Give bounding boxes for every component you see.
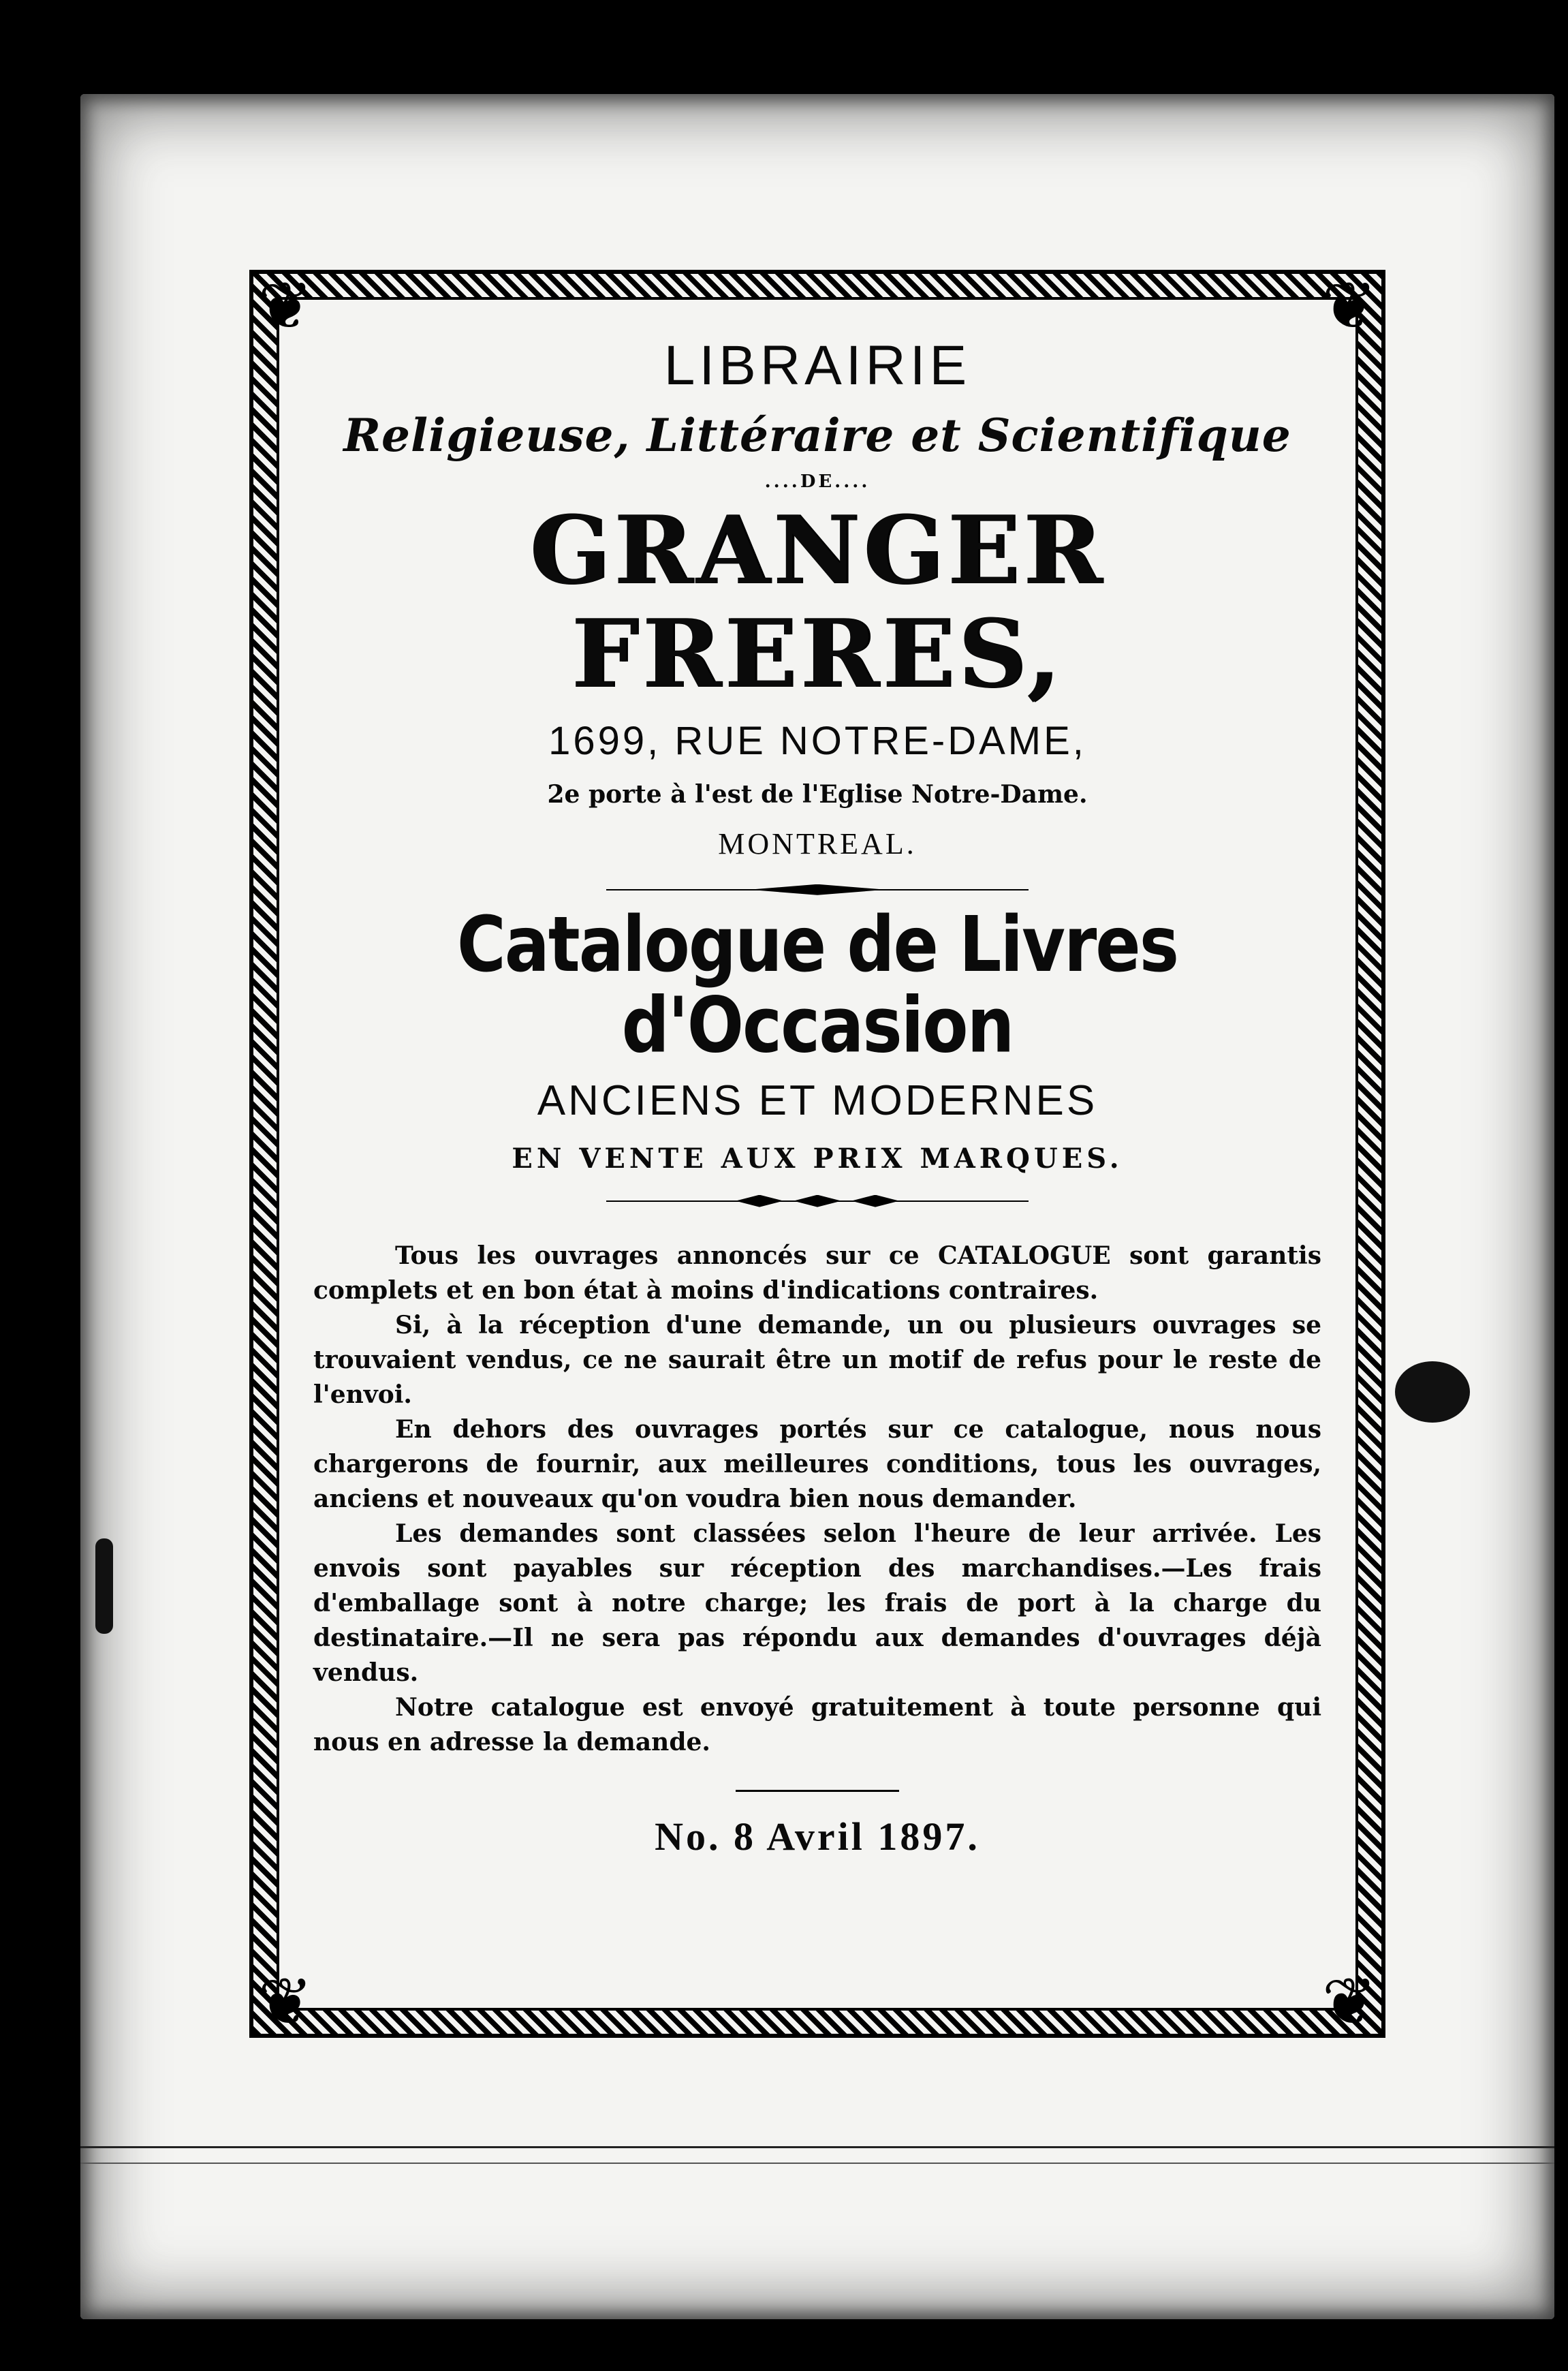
- ink-stain: [1395, 1361, 1470, 1423]
- paragraph: Tous les ouvrages annoncés sur ce CATALOGUE sont garantis complets et en bon état à moins d'indications contraires.: [313, 1241, 1321, 1305]
- catalogue-title: Catalogue de Livres d'Occasion: [456, 900, 1178, 1070]
- heading-subtitle: Religieuse, Littéraire et Scientifique: [343, 409, 1291, 463]
- paragraph: Notre catalogue est envoyé gratuitement à toute personne qui nous en adresse la demande.: [313, 1692, 1321, 1756]
- paragraph: En dehors des ouvrages portés sur ce catalogue, nous nous chargerons de fournir, aux meilleures conditions, tous les ouvrages, anciens et nouveaux qu'on voudra bien nous demander.: [313, 1414, 1321, 1513]
- ornamental-rule: [606, 884, 1029, 895]
- frame-content: [308, 328, 1327, 1979]
- paragraph: Si, à la réception d'une demande, un ou plusieurs ouvrages se trouvaient vendus, ce ne saurait être un motif de refus pour le reste de l'envoi.: [313, 1310, 1321, 1409]
- paragraph: Les demandes sont classées selon l'heure de leur arrivée. Les envois sont payables sur réception des marchandises.—Les frais d'emballage sont à notre charge; les frais de port à la charge du destinataire.—Il ne sera pas répondu aux demandes d'ouvrages déjà vendus.: [313, 1519, 1321, 1687]
- ink-stain: [95, 1538, 113, 1634]
- corner-ornament-icon: ❦: [1321, 268, 1377, 344]
- corner-ornament-icon: ❦: [257, 268, 313, 344]
- publisher-name: GRANGER FRERES,: [529, 495, 1106, 709]
- terms-text: [313, 1239, 1321, 1760]
- document-page: [80, 94, 1554, 2319]
- divider: [736, 1790, 899, 1792]
- corner-ornament-icon: ❦: [257, 1964, 313, 2040]
- heading-librairie: LIBRAIRIE: [663, 335, 971, 397]
- issue-number: No. 8 Avril 1897.: [655, 1814, 980, 1859]
- fold-line: [80, 2146, 1554, 2148]
- street-address: 1699, RUE NOTRE-DAME,: [548, 718, 1086, 763]
- sale-notice: EN VENTE AUX PRIX MARQUES.: [512, 1142, 1123, 1175]
- ornamental-rule: [606, 1195, 1029, 1207]
- directions: 2e porte à l'est de l'Eglise Notre-Dame.: [547, 779, 1088, 809]
- fold-line: [80, 2163, 1554, 2164]
- ornamental-frame: [253, 268, 1381, 2040]
- corner-ornament-icon: ❦: [1321, 1964, 1377, 2040]
- catalogue-subtitle: ANCIENS ET MODERNES: [537, 1076, 1098, 1124]
- heading-de: ....DE....: [764, 471, 871, 493]
- city: MONTREAL.: [718, 826, 917, 861]
